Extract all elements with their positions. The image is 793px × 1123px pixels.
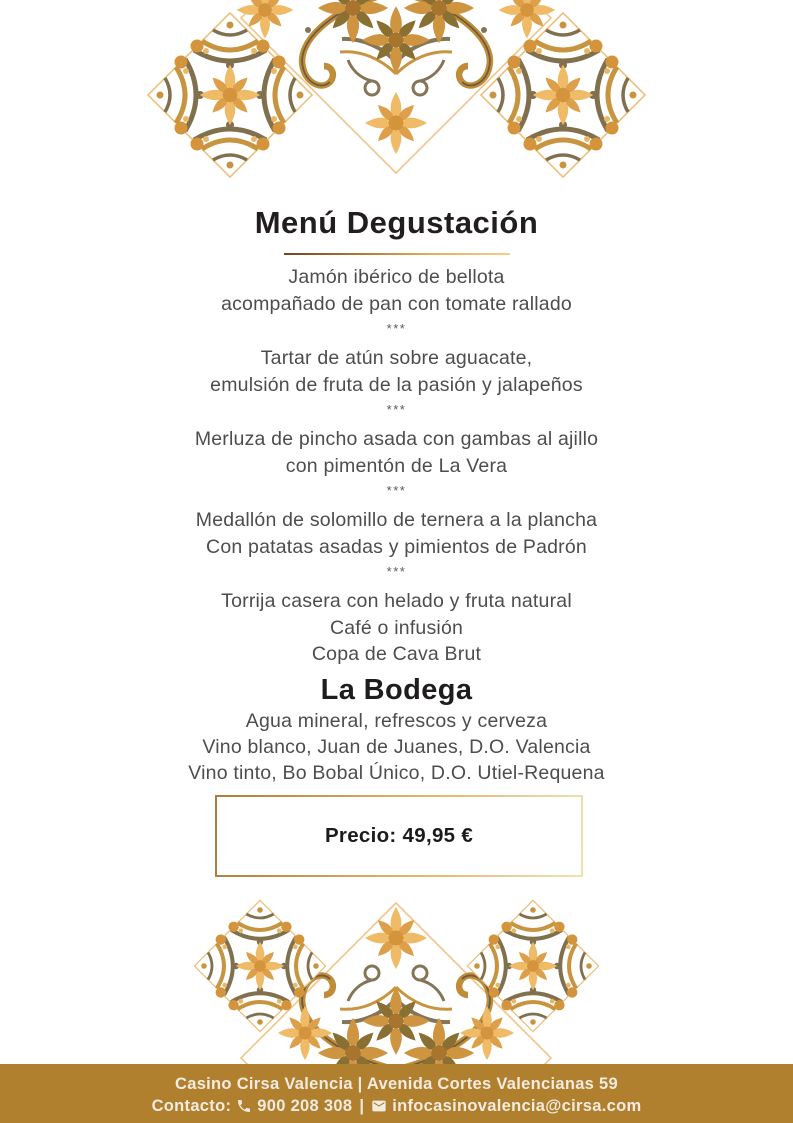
phone-icon (236, 1098, 252, 1114)
bottom-tile-ornament (0, 888, 793, 1064)
mail-icon (371, 1098, 387, 1114)
title-underline (284, 253, 510, 255)
menu-course-line: Copa de Cava Brut (311, 643, 482, 665)
menu-course-line: Merluza de pincho asada con gambas al ajillo (194, 428, 599, 450)
footer-contact-line (0, 1095, 793, 1117)
menu-courses (0, 264, 793, 786)
bodega-line: Vino blanco, Juan de Juanes, D.O. Valencia (202, 735, 591, 758)
menu-course-line: Jamón ibérico de bellota (288, 266, 505, 288)
price-label: Precio: 49,95 € (324, 824, 474, 847)
bodega-line: Vino tinto, Bo Bobal Único, D.O. Utiel-Requena (188, 761, 605, 784)
menu-course-line: emulsión de fruta de la pasión y jalapeños (210, 373, 583, 396)
menu-course-line: Café o infusión (329, 616, 464, 639)
menu-course-line: Tartar de atún sobre aguacate, (260, 347, 533, 369)
price-box (215, 795, 583, 877)
contact-label: Contacto: (151, 1097, 232, 1115)
footer-bar (0, 1064, 793, 1123)
phone-number: 900 208 308 (257, 1097, 353, 1115)
email-text: infocasinovalencia@cirsa.com (392, 1097, 642, 1115)
bodega-title: La Bodega (320, 673, 473, 706)
menu-course-line: acompañado de pan con tomate rallado (221, 292, 572, 315)
bodega-line: Agua mineral, refrescos y cerveza (245, 709, 548, 732)
footer-pipe: | (359, 1097, 365, 1115)
menu-course-line: con pimentón de La Vera (285, 454, 508, 477)
top-tile-ornament (0, 0, 793, 190)
menu-course-line: Medallón de solomillo de ternera a la plancha (195, 509, 598, 531)
course-separator: *** (386, 483, 407, 498)
course-separator: *** (386, 564, 407, 579)
menu-course-line: Con patatas asadas y pimientos de Padrón (206, 535, 587, 558)
footer-address-line: Casino Cirsa Valencia | Avenida Cortes Valencianas 59 (175, 1075, 618, 1093)
course-separator: *** (386, 402, 407, 417)
menu-course-line: Torrija casera con helado y fruta natural (221, 590, 572, 612)
course-separator: *** (386, 321, 407, 336)
page-title: Menú Degustación (254, 205, 539, 240)
